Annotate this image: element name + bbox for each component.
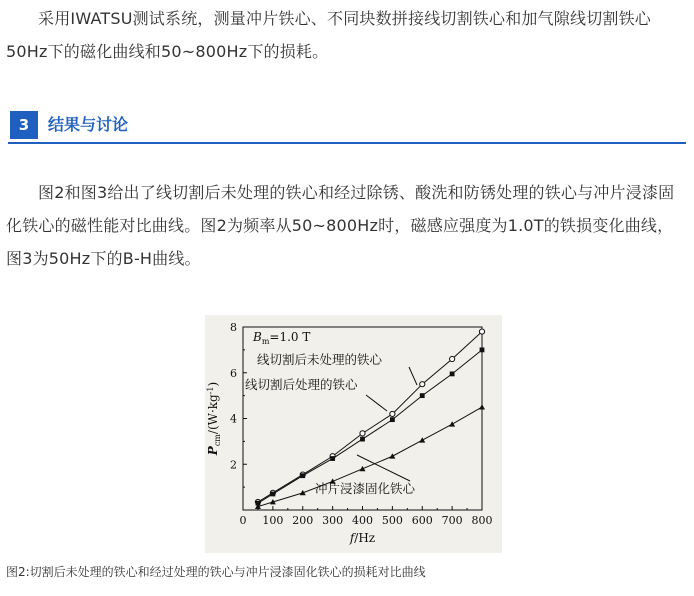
data-point [449,421,455,426]
x-tick-label: 500 [381,514,403,527]
data-point [390,411,395,416]
label-untreated-leader [409,367,417,385]
y-tick-label: 8 [230,321,237,334]
data-point [480,347,485,352]
data-point [479,329,484,334]
section-number: 3 [10,111,38,139]
data-point [330,456,335,461]
x-tick-label: 800 [471,514,493,527]
figure-caption: 图2:切割后未处理的铁心和经过处理的铁心与冲片浸漆固化铁心的损耗对比曲线 [6,565,426,579]
x-tick-label: 600 [411,514,433,527]
label-treated-leader [366,395,387,411]
label-untreated: 线切割后未处理的铁心 [257,352,383,367]
y-axis-label: $P_{cm}/(W\cdot kg^{-1})$ [206,381,222,456]
section-title: 结果与讨论 [48,115,129,134]
annotation-bm: $B_m=1.0$ T [253,330,311,346]
loss-chart [205,315,502,553]
x-tick-label: 0 [239,514,247,527]
x-tick-label: 700 [441,514,463,527]
label-punched: 冲片浸漆固化铁心 [315,481,416,496]
intro-paragraph: 采用IWATSU测试系统，测量冲片铁心、不同块数拼接线切割铁心和加气隙线切割铁心50Hz下的磁化曲线和50~800Hz下的损耗。 [6,9,652,61]
data-point [420,393,425,398]
data-point [450,356,455,361]
data-point [270,492,275,497]
data-point [360,466,366,471]
results-paragraph: 图2和图3给出了线切割后未处理的铁心和经过除锈、酸洗和防锈处理的铁心与冲片浸漆固化铁心的磁性能对比曲线。图2为频率从50~800Hz时，磁感应强度为1.0T的铁损变化曲线，图3为50Hz下的B-H曲线。 [6,183,675,268]
x-tick-label: 100 [262,514,284,527]
x-tick-label: 300 [322,514,344,527]
x-tick-label: 400 [352,514,373,527]
data-point [389,453,395,458]
y-tick-label: 2 [230,458,237,472]
label-treated: 线切割后处理的铁心 [245,377,358,392]
x-axis-label: f/Hz [349,531,376,545]
x-tick-label: 200 [292,514,314,527]
data-point [450,371,455,376]
section-heading [8,108,686,144]
data-point [360,437,365,442]
data-point [419,437,425,442]
data-point [300,473,305,478]
data-point [420,382,425,387]
figure-2 [205,315,502,553]
y-tick-label: 6 [230,366,237,380]
data-point [479,404,485,409]
y-tick-label: 4 [230,412,237,426]
data-point [390,417,395,422]
data-point [360,431,365,436]
